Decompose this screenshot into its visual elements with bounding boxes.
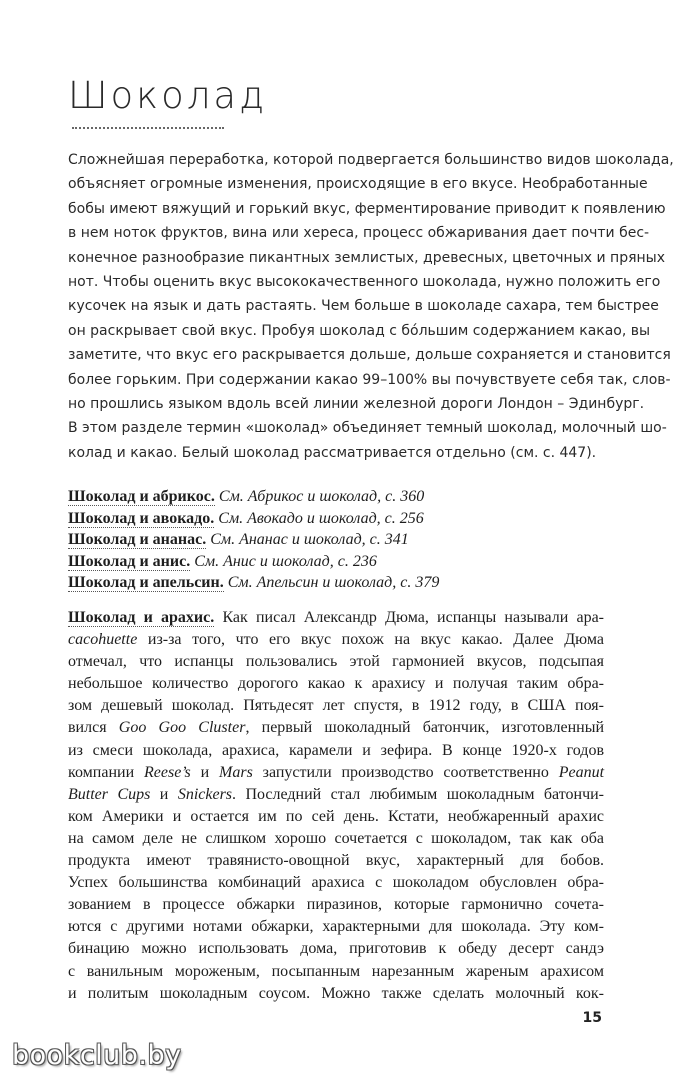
article-text: . Последний стал любимым шоколадным батончи- <box>232 785 605 803</box>
intro-line: в нем ноток фруктов, вина или хереса, процесс обжаривания дает почти бес- <box>68 225 650 242</box>
section-title: Шоколад <box>68 74 268 117</box>
article-line: с ванильным мороженым, посыпанным нарезанным жареным арахисом <box>68 962 604 980</box>
article-chocolate-peanut <box>68 607 604 1005</box>
article-italic: Mars <box>219 763 253 781</box>
article-line: продукта имеют травянисто-овощной вкус, характерный для бобов. <box>68 852 604 870</box>
intro-line: Сложнейшая переработка, которой подвергается большинство видов шоколада, <box>68 152 674 168</box>
article-line: зованием в процессе обжарки пиразинов, которые гармонично сочета- <box>68 896 604 914</box>
xref-see-also: См. Анис и шоколад, с. 236 <box>194 552 377 570</box>
article-italic: cacohuette <box>68 631 138 649</box>
article-text: , первый шоколадный батончик, изготовленный <box>245 719 605 737</box>
article-line: Успех большинства комбинаций арахиса с шоколадом обусловлен обра- <box>68 874 604 892</box>
article-text: и <box>200 763 210 781</box>
article-italic: Butter Cups <box>68 785 151 803</box>
intro-line: бобы имеют вяжущий и горький вкус, ферментирование приводит к появлению <box>68 200 666 217</box>
xref-heading: Шоколад и абрикос. <box>68 488 215 505</box>
cross-reference-entry <box>68 551 604 573</box>
xref-see-also: См. Апельсин и шоколад, с. 379 <box>227 574 440 591</box>
article-line: на самом деле не слишком хорошо сочетается с шоколадом, так как оба <box>68 829 604 847</box>
article-italic: Goo Goo Cluster <box>118 719 246 737</box>
cross-reference-list <box>68 486 604 594</box>
article-line: бинацию можно использовать дома, приготовив к обеду десерт сандэ <box>68 940 604 958</box>
xref-see-also: См. Ананас и шоколад, с. 341 <box>210 531 409 548</box>
intro-line: заметите, что вкус его раскрывается дольше, дольше сохраняется и становится <box>68 347 671 364</box>
watermark-logo: bookclub.by <box>12 1040 182 1071</box>
xref-heading: Шоколад и анис. <box>68 552 191 570</box>
article-line: из смеси шоколада, арахиса, карамели и зефира. В конце 1920-х годов <box>68 741 604 759</box>
article-line <box>68 629 604 651</box>
article-line <box>68 762 604 784</box>
xref-heading: Шоколад и апельсин. <box>68 574 224 591</box>
cross-reference-entry <box>68 508 604 530</box>
article-text: вился <box>68 719 107 737</box>
intro-line: конечное разнообразие пикантных землистых, древесных, цветочных и пряных <box>68 249 666 266</box>
article-heading: Шоколад и арахис. <box>68 609 215 626</box>
article-text: компании <box>68 763 135 781</box>
intro-line: кусочек на язык и дать растаять. Чем больше в шоколаде сахара, тем быстрее <box>68 298 659 315</box>
intro-line: он раскрывает свой вкус. Пробуя шоколад с бóльшим содержанием какао, вы <box>68 322 651 339</box>
article-text: и <box>159 785 169 803</box>
article-italic: Peanut <box>558 763 605 781</box>
article-line: отмечал, что испанцы пользовались этой гармонией вкусов, подсыпая <box>68 653 604 671</box>
cross-reference-entry <box>68 572 604 594</box>
title-dotted-underline <box>72 127 224 129</box>
article-text: запустили производство соответственно <box>262 763 549 781</box>
xref-see-also: См. Абрикос и шоколад, с. 360 <box>218 488 425 505</box>
cross-reference-entry <box>68 486 604 508</box>
xref-heading: Шоколад и авокадо. <box>68 509 215 527</box>
cross-reference-entry <box>68 529 604 551</box>
intro-line: В этом разделе термин «шоколад» объединяет темный шоколад, молочный шо- <box>68 420 667 437</box>
article-text: из-за того, что его вкус похож на вкус какао. Далее Дюма <box>147 631 604 649</box>
article-line: ются с другими нотами обжарки, характерными для шоколада. Эту ком- <box>68 918 604 936</box>
article-line: зом дешевый шоколад. Пятьдесят лет спустя, в 1912 году, в США поя- <box>68 697 604 715</box>
article-line <box>68 784 604 806</box>
article-line <box>68 607 604 629</box>
intro-line: колад и какао. Белый шоколад рассматривается отдельно (см. с. 447). <box>68 444 597 461</box>
article-italic: Snickers <box>177 785 233 803</box>
intro-line: объясняет огромные изменения, происходящие в его вкусе. Необработанные <box>68 176 648 193</box>
article-line: небольшое количество дорогого какао к арахису и получая таким обра- <box>68 675 604 693</box>
intro-line: нот. Чтобы оценить вкус высококачественного шоколада, нужно положить его <box>68 274 661 291</box>
intro-line: но прошлись языком вдоль всей линии железной дороги Лондон – Эдинбург. <box>68 396 645 413</box>
xref-see-also: См. Авокадо и шоколад, с. 256 <box>218 509 424 527</box>
article-line <box>68 717 604 739</box>
article-line: ком Америки и остается им по сей день. Кстати, необжаренный арахис <box>68 807 604 825</box>
article-line: и политым шоколадным соусом. Можно также сделать молочный кок- <box>68 984 604 1002</box>
page-number: 15 <box>582 1010 602 1026</box>
article-italic: Reese’s <box>143 763 191 781</box>
xref-heading: Шоколад и ананас. <box>68 531 207 548</box>
intro-paragraph <box>68 148 674 465</box>
article-text: Как писал Александр Дюма, испанцы называли ара- <box>222 609 605 626</box>
intro-line: более горьким. При содержании какао 99–100% вы почувствуете себя так, слов- <box>68 371 671 388</box>
